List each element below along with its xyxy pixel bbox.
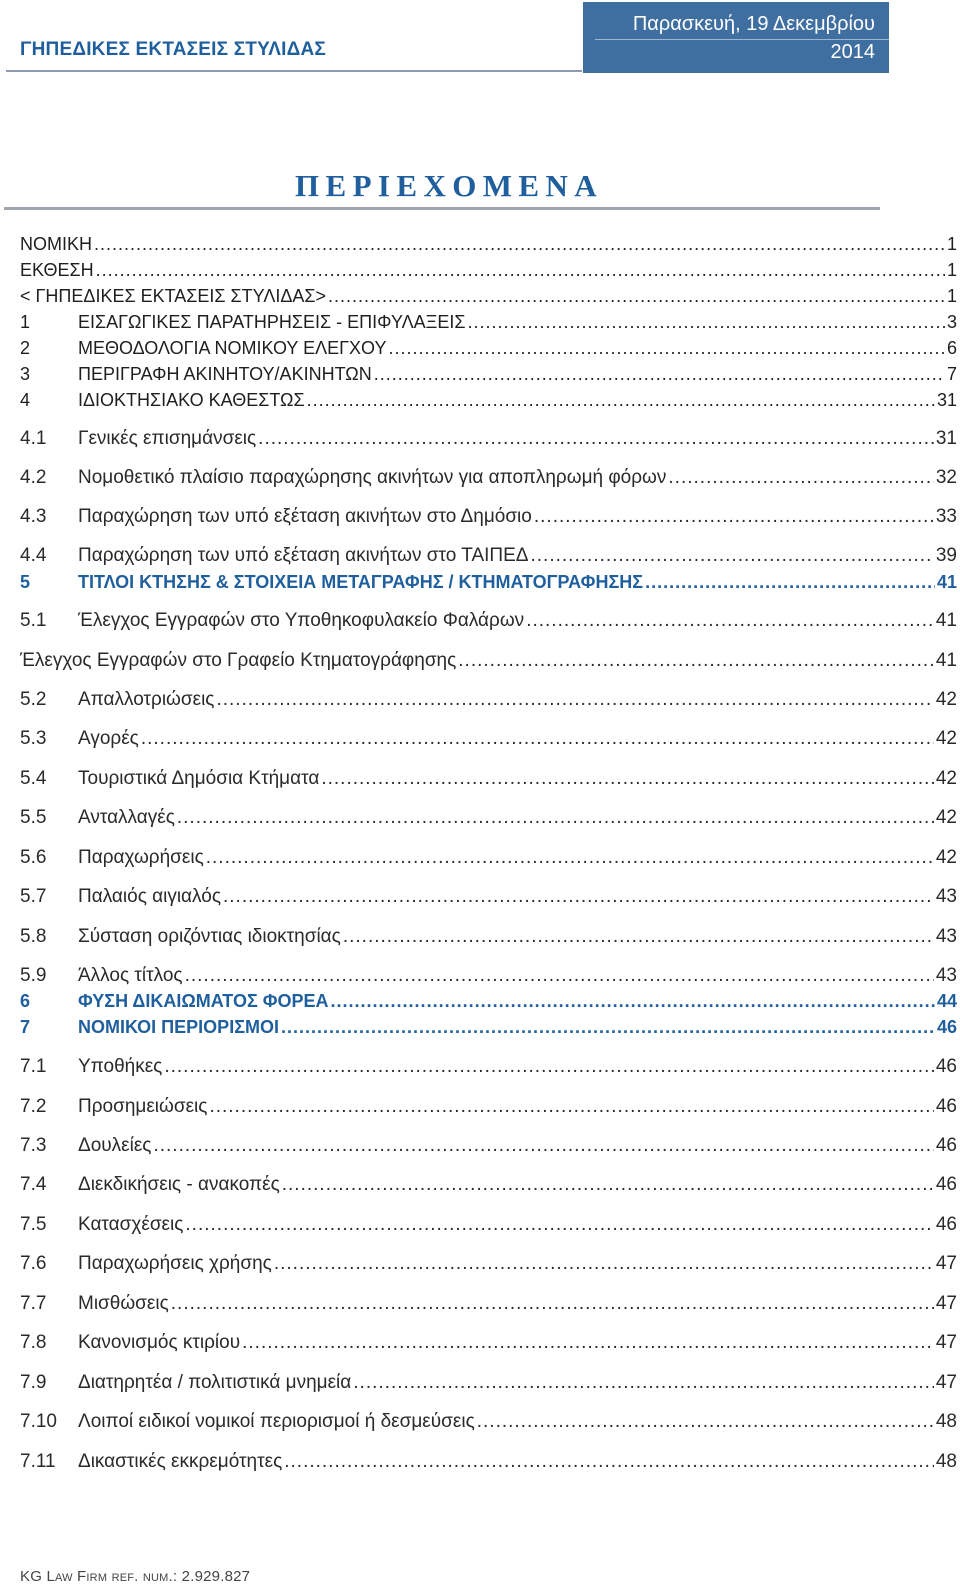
toc-entry[interactable] (20, 545, 957, 567)
toc-entry-label: ΦΥΣΗ ΔΙΚΑΙΩΜΑΤΟΣ ΦΟΡΕΑ (78, 991, 329, 1011)
toc-heading: ΠΕΡΙΕΧΟΜΕΝΑ (295, 168, 604, 203)
toc-entry-number: 7.5 (20, 1214, 47, 1235)
toc-entry-page: 47 (935, 1372, 957, 1393)
toc-entry-number: 3 (20, 364, 31, 384)
toc-entry[interactable] (20, 965, 957, 987)
toc-leader-dots (171, 1293, 934, 1315)
toc-entry-number: 7.3 (20, 1135, 47, 1156)
toc-leader-dots (281, 1017, 935, 1038)
toc-leader-dots (141, 728, 934, 750)
toc-entry-page: 46 (935, 1174, 957, 1195)
toc-entry-label: Γενικές επισημάνσεις (78, 428, 257, 449)
toc-entry-page: 1 (946, 234, 957, 254)
toc-entry-label: Έλεγχος Εγγραφών στο Υποθηκοφυλακείο Φαλάρων (78, 610, 525, 631)
toc-entry[interactable] (20, 886, 957, 908)
toc-entry-number: 5.1 (20, 610, 47, 631)
toc-entry[interactable] (20, 1214, 957, 1236)
toc-entry-label: Απαλλοτριώσεις (78, 689, 215, 710)
toc-leader-dots (467, 312, 945, 333)
toc-entry-page: 41 (935, 650, 957, 671)
toc-entry-page: 1 (946, 260, 957, 280)
toc-entry-label: Παραχωρήσεις (78, 847, 204, 868)
toc-entry-label: Διεκδικήσεις - ανακοπές (78, 1174, 280, 1195)
toc-entry-number: 5 (20, 572, 31, 592)
toc-leader-dots (388, 338, 945, 359)
toc-entry[interactable] (20, 991, 957, 1012)
toc-entry-label: Διατηρητέα / πολιτιστικά μνημεία (78, 1372, 352, 1393)
toc-entry-label: ΠΕΡΙΓΡΑΦΗ ΑΚΙΝΗΤΟΥ/ΑΚΙΝΗΤΩΝ (78, 364, 372, 384)
date-separator (595, 39, 889, 40)
toc-entry-label: ΝΟΜΙΚΟΙ ΠΕΡΙΟΡΙΣΜΟΙ (78, 1017, 279, 1037)
date-box (583, 2, 889, 73)
toc-entry-page: 42 (935, 807, 957, 828)
toc-leader-dots (321, 768, 934, 790)
toc-entry-label: ΙΔΙΟΚΤΗΣΙΑΚΟ ΚΑΘΕΣΤΩΣ (78, 390, 305, 410)
toc-entry-page: 47 (935, 1332, 957, 1353)
toc-entry-label: Παραχώρηση των υπό εξέταση ακινήτων στο Δημόσιο (78, 506, 532, 527)
toc-leader-dots (209, 1096, 933, 1118)
ref-number: 2.929.827 (181, 1568, 251, 1585)
toc-leader-dots (216, 689, 933, 711)
toc-entry-number: 5.3 (20, 728, 47, 749)
toc-entry[interactable] (20, 1411, 957, 1433)
toc-entry-label: Υποθήκες (78, 1056, 163, 1077)
toc-entry-page: 48 (935, 1451, 957, 1472)
toc-entry[interactable] (20, 1135, 957, 1157)
toc-leader-dots (343, 926, 934, 948)
toc-entry[interactable] (20, 506, 957, 528)
toc-entry-label: ΝΟΜΙΚΗ (20, 234, 92, 254)
toc-entry[interactable] (20, 260, 957, 281)
toc-entry-label: ΕΙΣΑΓΩΓΙΚΕΣ ΠΑΡΑΤΗΡΗΣΕΙΣ - ΕΠΙΦΥΛΑΞΕΙΣ (78, 312, 466, 332)
toc-entry-label: Νομοθετικό πλαίσιο παραχώρησης ακινήτων για αποπληρωμή φόρων (78, 467, 667, 488)
toc-leader-dots (284, 1451, 934, 1473)
toc-entry-label: Σύσταση οριζόντιας ιδιοκτησίας (78, 926, 341, 947)
toc-entry-label: Δουλείες (78, 1135, 152, 1156)
toc-leader-dots (531, 545, 934, 567)
toc-leader-dots (223, 886, 934, 908)
toc-entry[interactable] (20, 1174, 957, 1196)
toc-leader-dots (645, 572, 935, 593)
toc-leader-dots (96, 260, 945, 281)
toc-entry-number: 5.2 (20, 689, 47, 710)
toc-leader-dots (153, 1135, 933, 1157)
toc-entry-page: 42 (935, 689, 957, 710)
toc-leader-dots (526, 610, 934, 632)
toc-entry-page: 33 (935, 506, 957, 527)
toc-entry-number: 5.4 (20, 768, 47, 789)
toc-entry-page: 7 (946, 364, 957, 384)
toc-entry[interactable] (20, 1372, 957, 1394)
toc-entry-page: 6 (946, 338, 957, 358)
toc-leader-dots (668, 467, 933, 489)
toc-entry-page: 47 (935, 1293, 957, 1314)
toc-leader-dots (331, 991, 935, 1012)
toc-entry-number: 7.2 (20, 1096, 47, 1117)
toc-entry-label: Παλαιός αιγιαλός (78, 886, 221, 907)
toc-entry[interactable] (20, 1096, 957, 1118)
toc-entry-page: 42 (935, 847, 957, 868)
toc-entry[interactable] (20, 1451, 957, 1473)
toc-entry-number: 4.1 (20, 428, 47, 449)
toc-entry-number: 7 (20, 1017, 31, 1037)
toc-entry-label: Ανταλλαγές (78, 807, 175, 828)
toc-leader-dots (353, 1372, 934, 1394)
toc-entry-page: 31 (935, 428, 957, 449)
toc-entry-label: Τουριστικά Δημόσια Κτήματα (78, 768, 320, 789)
toc-entry-label: ΤΙΤΛΟΙ ΚΤΗΣΗΣ & ΣΤΟΙΧΕΙΑ ΜΕΤΑΓΡΑΦΗΣ / ΚΤΗΜΑΤΟΓΡΑΦΗΣΗΣ (78, 572, 644, 592)
toc-entry-number: 4.4 (20, 545, 47, 566)
toc-entry-page: 31 (936, 390, 957, 410)
toc-entry-page: 43 (935, 886, 957, 907)
toc-entry-page: 46 (935, 1214, 957, 1235)
toc-entry-number: 2 (20, 338, 31, 358)
ref-label: ref. num.: (111, 1568, 178, 1585)
toc-entry-number: 5.6 (20, 847, 47, 868)
toc-leader-dots (258, 428, 934, 450)
toc-entry-number: 4 (20, 390, 31, 410)
date-year-line: 2014 (830, 41, 875, 63)
toc-heading-rule (4, 207, 880, 210)
toc-entry[interactable] (20, 390, 957, 411)
toc-leader-dots (242, 1332, 934, 1354)
toc-entry-label: Λοιποί ειδικοί νομικοί περιορισμοί ή δεσμεύσεις (78, 1411, 475, 1432)
toc-entry-page: 44 (936, 991, 957, 1011)
document-title: ΓΗΠΕΔΙΚΕΣ ΕΚΤΑΣΕΙΣ ΣΤΥΛΙΔΑΣ (20, 39, 326, 60)
toc-entry-page: 39 (935, 545, 957, 566)
toc-entry-page: 42 (935, 768, 957, 789)
toc-entry[interactable] (20, 572, 957, 593)
toc-entry-page: 46 (935, 1135, 957, 1156)
toc-entry-page: 3 (946, 312, 957, 332)
toc-entry-number: 7.1 (20, 1056, 47, 1077)
toc-entry[interactable] (20, 728, 957, 750)
toc-leader-dots (477, 1411, 934, 1433)
toc-entry-number: 7.6 (20, 1253, 47, 1274)
toc-entry-label: < ΓΗΠΕΔΙΚΕΣ ΕΚΤΑΣΕΙΣ ΣΤΥΛΙΔΑΣ> (20, 286, 327, 306)
toc-leader-dots (185, 1214, 933, 1236)
toc-entry-page: 48 (935, 1411, 957, 1432)
toc-leader-dots (94, 234, 945, 255)
toc-entry-label: Μισθώσεις (78, 1293, 169, 1314)
toc-entry-label: Έλεγχος Εγγραφών στο Γραφείο Κτηματογράφησης (20, 650, 457, 671)
toc-entry-number: 5.5 (20, 807, 47, 828)
toc-entry-label: Παραχώρηση των υπό εξέταση ακινήτων στο ΤΑΙΠΕΔ (78, 545, 529, 566)
toc-entry[interactable] (20, 1332, 957, 1354)
toc-entry[interactable] (20, 1056, 957, 1078)
toc-entry[interactable] (20, 689, 957, 711)
toc-entry-label: ΜΕΘΟΔΟΛΟΓΙΑ ΝΟΜΙΚΟΥ ΕΛΕΓΧΟΥ (78, 338, 387, 358)
date-weekday-line: Παρασκευή, 19 Δεκεμβρίου (632, 13, 875, 35)
header-rule (6, 70, 582, 72)
toc-entry[interactable] (20, 768, 957, 790)
toc-leader-dots (534, 506, 934, 528)
toc-entry-label: Παραχωρήσεις χρήσης (78, 1253, 272, 1274)
toc-entry[interactable] (20, 807, 957, 829)
toc-leader-dots (206, 847, 934, 869)
toc-leader-dots (164, 1056, 934, 1078)
toc-entry-label: Άλλος τίτλος (78, 965, 183, 986)
toc-entry[interactable] (20, 364, 957, 385)
toc-entry-label: Κανονισμός κτιρίου (78, 1332, 241, 1353)
toc-entry-page: 47 (935, 1253, 957, 1274)
toc-entry-number: 4.2 (20, 467, 47, 488)
toc-entry-page: 46 (935, 1096, 957, 1117)
toc-leader-dots (185, 965, 934, 987)
toc-entry-number: 7.8 (20, 1332, 47, 1353)
toc-entry-number: 7.4 (20, 1174, 47, 1195)
toc-entry-label: Κατασχέσεις (78, 1214, 184, 1235)
toc-entry-number: 5.8 (20, 926, 47, 947)
toc-entry-label: Προσημειώσεις (78, 1096, 208, 1117)
toc-entry[interactable] (20, 338, 957, 359)
toc-entry-page: 42 (935, 728, 957, 749)
toc-leader-dots (177, 807, 934, 829)
toc-entry-page: 1 (946, 286, 957, 306)
toc-entry[interactable] (20, 286, 957, 307)
toc-entry-page: 43 (935, 926, 957, 947)
toc-entry-page: 41 (935, 610, 957, 631)
toc-leader-dots (307, 390, 935, 411)
toc-leader-dots (328, 286, 945, 307)
toc-entry-page: 46 (935, 1056, 957, 1077)
toc-entry-number: 7.9 (20, 1372, 47, 1393)
toc-entry-number: 1 (20, 312, 31, 332)
toc-entry-number: 5.9 (20, 965, 47, 986)
page-footer (20, 1568, 250, 1585)
toc-entry-number: 7.11 (20, 1451, 56, 1472)
toc-entry-number: 7.7 (20, 1293, 47, 1314)
toc-leader-dots (274, 1253, 934, 1275)
toc-leader-dots (282, 1174, 934, 1196)
toc-entry[interactable] (20, 1017, 957, 1038)
firm-name: KG Law Firm (20, 1568, 108, 1585)
toc-entry-number: 4.3 (20, 506, 47, 527)
toc-entry-number: 5.7 (20, 886, 47, 907)
toc-entry-page: 43 (935, 965, 957, 986)
page-header (0, 0, 960, 78)
toc-entry-page: 32 (935, 467, 957, 488)
toc-entry-page: 41 (936, 572, 957, 592)
toc-entry-label: ΕΚΘΕΣΗ (20, 260, 94, 280)
toc-entry[interactable] (20, 1293, 957, 1315)
toc-entry-label: Δικαστικές εκκρεμότητες (78, 1451, 283, 1472)
toc-entry[interactable] (20, 650, 957, 672)
toc-leader-dots (374, 364, 945, 385)
toc-entry[interactable] (20, 467, 957, 489)
toc-entry-label: Αγορές (78, 728, 139, 749)
toc-entry[interactable] (20, 926, 957, 948)
toc-entry-page: 46 (936, 1017, 957, 1037)
toc-entry[interactable] (20, 234, 957, 255)
toc-entry[interactable] (20, 312, 957, 333)
toc-entry-number: 7.10 (20, 1411, 57, 1432)
toc-entry[interactable] (20, 1253, 957, 1275)
toc-entry-number: 6 (20, 991, 31, 1011)
toc-entry[interactable] (20, 610, 957, 632)
toc-entry[interactable] (20, 428, 957, 450)
toc-entry[interactable] (20, 847, 957, 869)
toc-leader-dots (458, 650, 934, 672)
